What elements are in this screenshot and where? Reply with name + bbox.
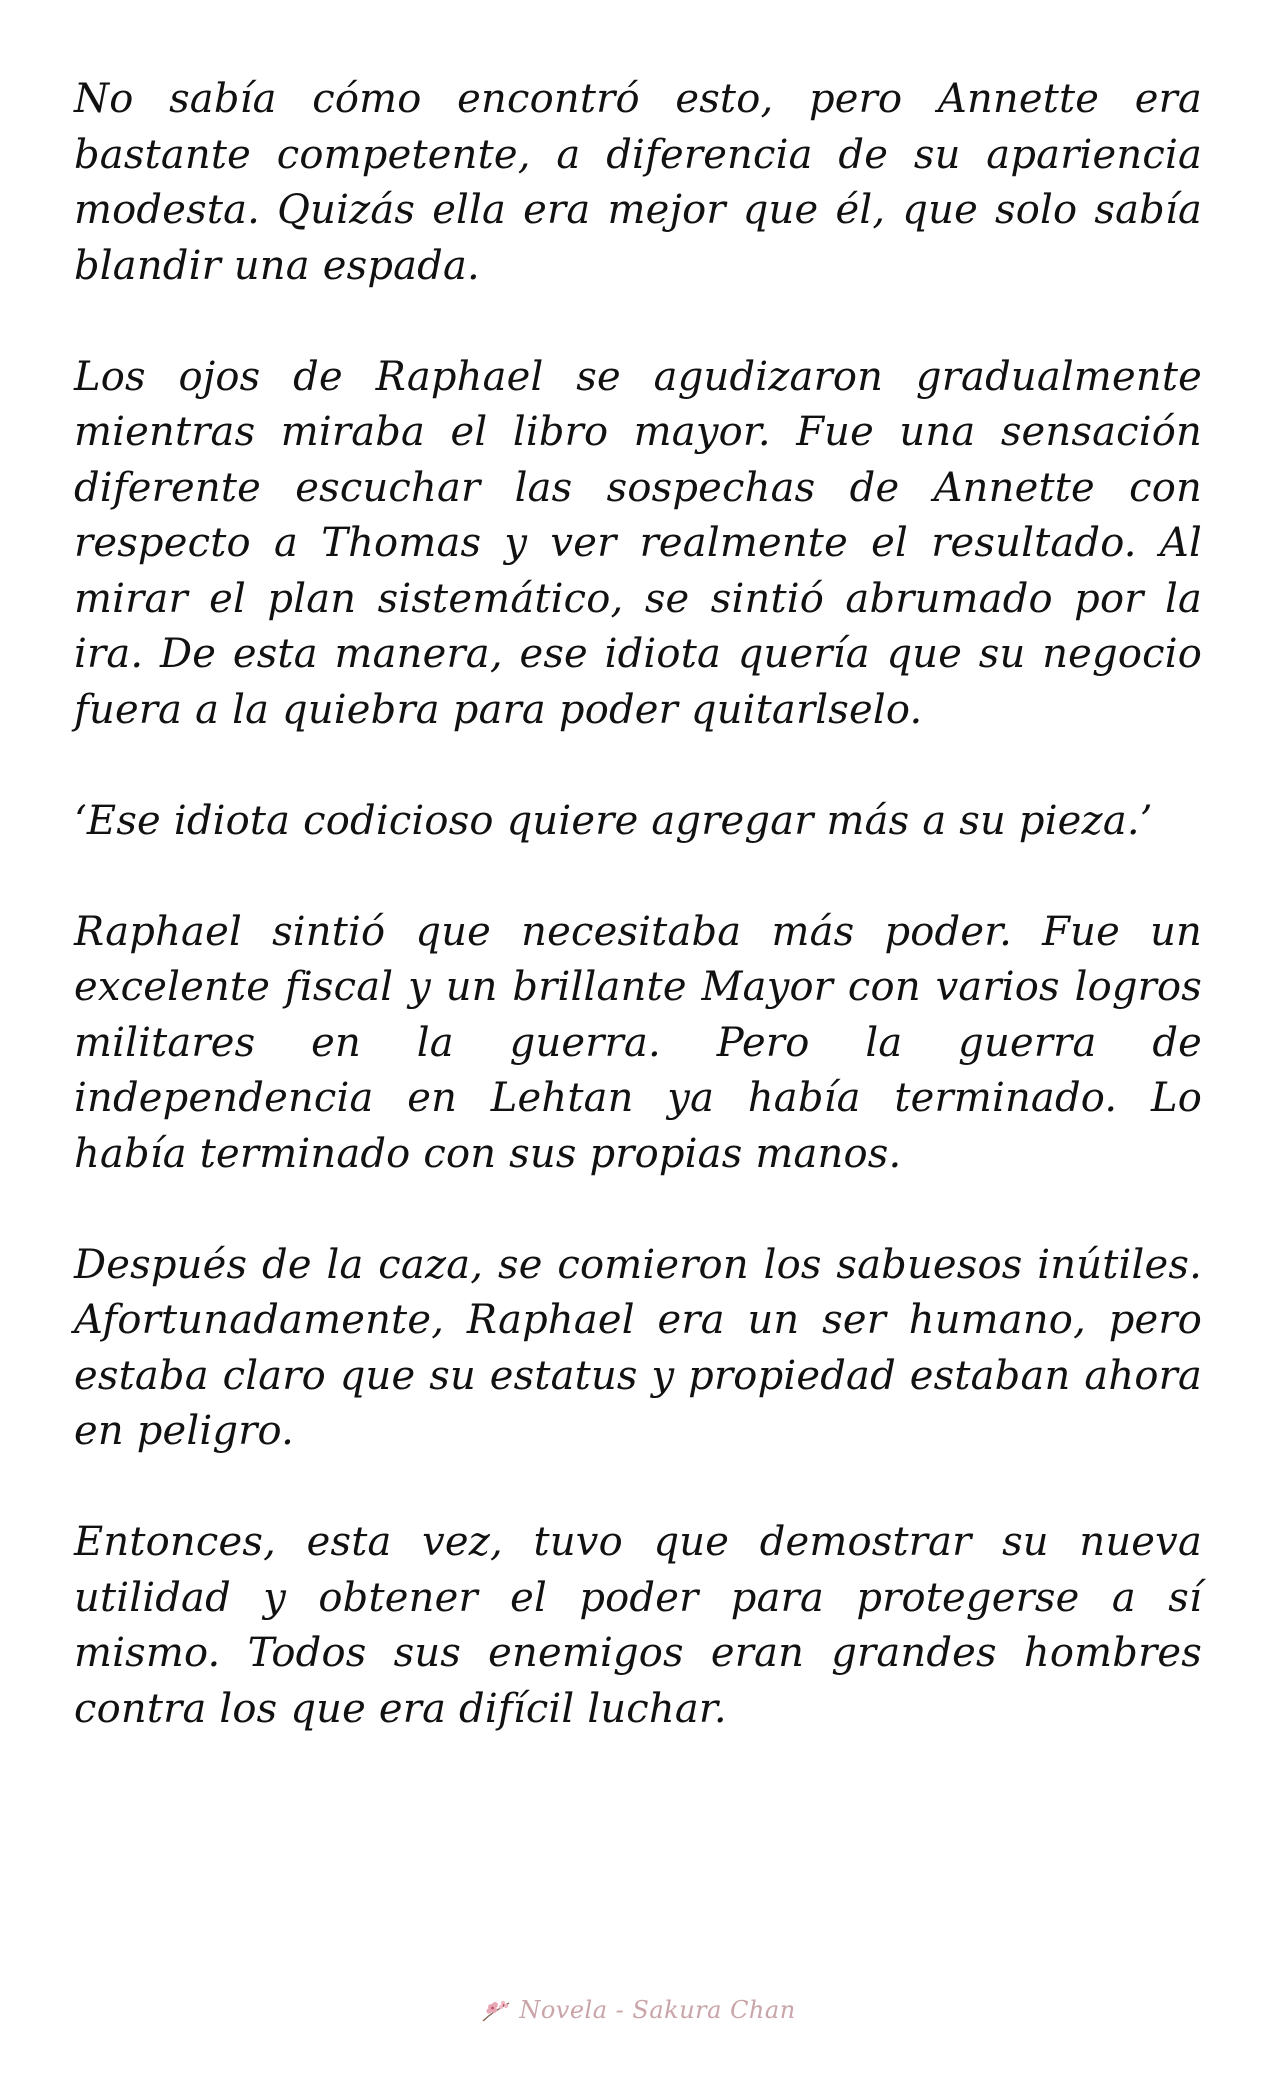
paragraph-3: ‘Ese idiota codicioso quiere agregar más a su pieza.’ [74, 797, 1153, 844]
paragraph-6: Entonces, esta vez, tuvo que demostrar su nueva utilidad y obtener el poder para protegerse a sí mismo. Todos sus enemigos eran grandes hombres contra los que era difícil luchar. [74, 1519, 1202, 1732]
paragraph-4: Raphael sintió que necesitaba más poder. Fue un excelente fiscal y un brillante Mayor con varios logros militares en la guerra. Pero la guerra de independencia en Lehtan ya había terminado. Lo había terminado con sus propias manos. [74, 908, 1202, 1177]
watermark [0, 1995, 1275, 2025]
paragraph-5: Después de la caza, se comieron los sabuesos inútiles. Afortunadamente, Raphael era un ser humano, pero estaba claro que su estatus y propiedad estaban ahora en peligro. [74, 1241, 1202, 1454]
paragraph-2: Los ojos de Raphael se agudizaron gradualmente mientras miraba el libro mayor. Fue una sensación diferente escuchar las sospechas de Annette con respecto a Thomas y ver realmente el resultado. Al mirar el plan sistemático, se sintió abrumado por la ira. De esta manera, ese idiota quería que su negocio fuera a la quiebra para poder quitarlselo. [74, 353, 1202, 733]
watermark-text: Novela - Sakura Chan [519, 1996, 796, 2024]
document-body [74, 72, 1202, 1793]
paragraph-1: No sabía cómo encontró esto, pero Annette era bastante competente, a diferencia de su apariencia modesta. Quizás ella era mejor que él, que solo sabía blandir una espada. [74, 76, 1202, 289]
sakura-blossom-icon [479, 1995, 513, 2025]
